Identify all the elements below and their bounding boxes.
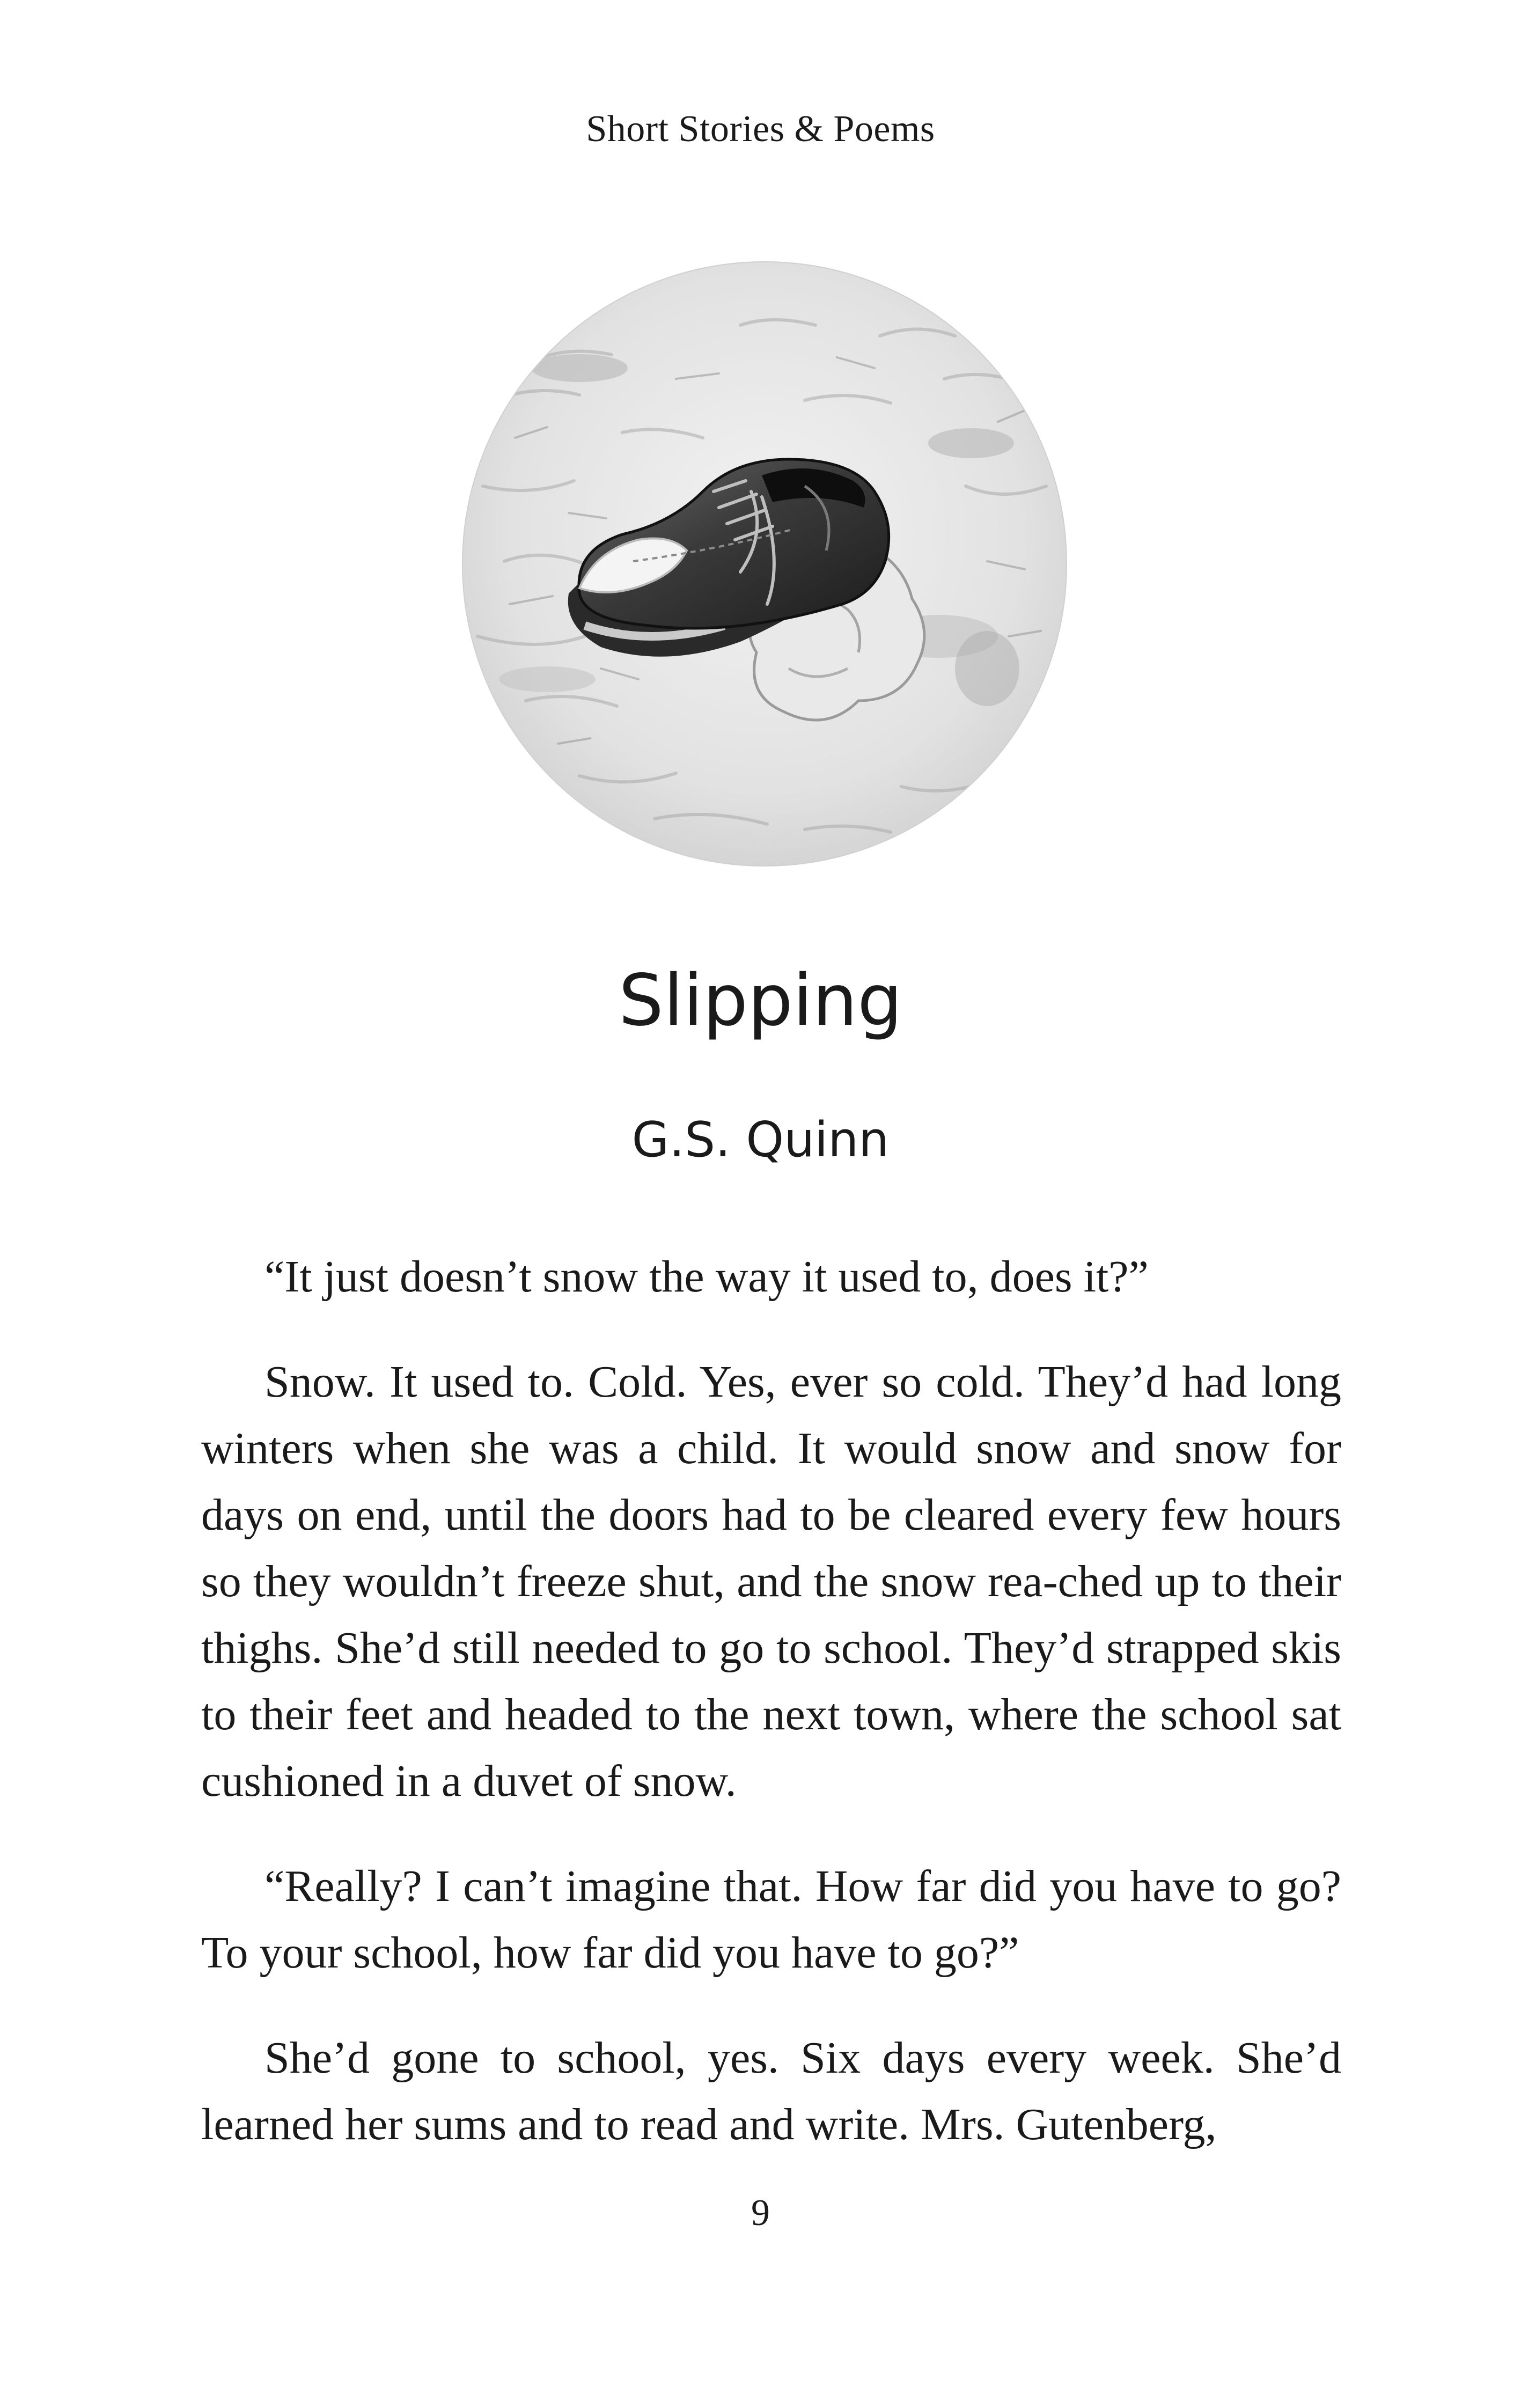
story-body <box>201 1244 1341 2197</box>
paragraph: “Really? I can’t imagine that. How far did you have to go? To your school, how far did you have to go?” <box>201 1861 1341 1978</box>
story-title: Slipping <box>619 959 902 1042</box>
paragraph: She’d gone to school, yes. Six days every week. She’d learned her sums and to read and write. Mrs. Gutenberg, <box>201 2033 1341 2149</box>
page-number: 9 <box>751 2192 770 2234</box>
paragraph: “It just doesn’t snow the way it used to, does it?” <box>264 1252 1149 1302</box>
story-author: G.S. Quinn <box>631 1112 890 1168</box>
paragraph: Snow. It used to. Cold. Yes, ever so cold. They’d had long winters when she was a child. It would snow and snow for days on end, until the doors had to be cleared every few hours so they wouldn’t freeze shut, and the snow rea-ched up to their thighs. She’d still needed to go to school. They’d strapped skis to their feet and headed to the next town, where the school sat cushioned in a duvet of snow. <box>201 1357 1341 1806</box>
shoe-in-snow-illustration <box>461 261 1068 867</box>
running-header: Short Stories & Poems <box>586 108 935 150</box>
